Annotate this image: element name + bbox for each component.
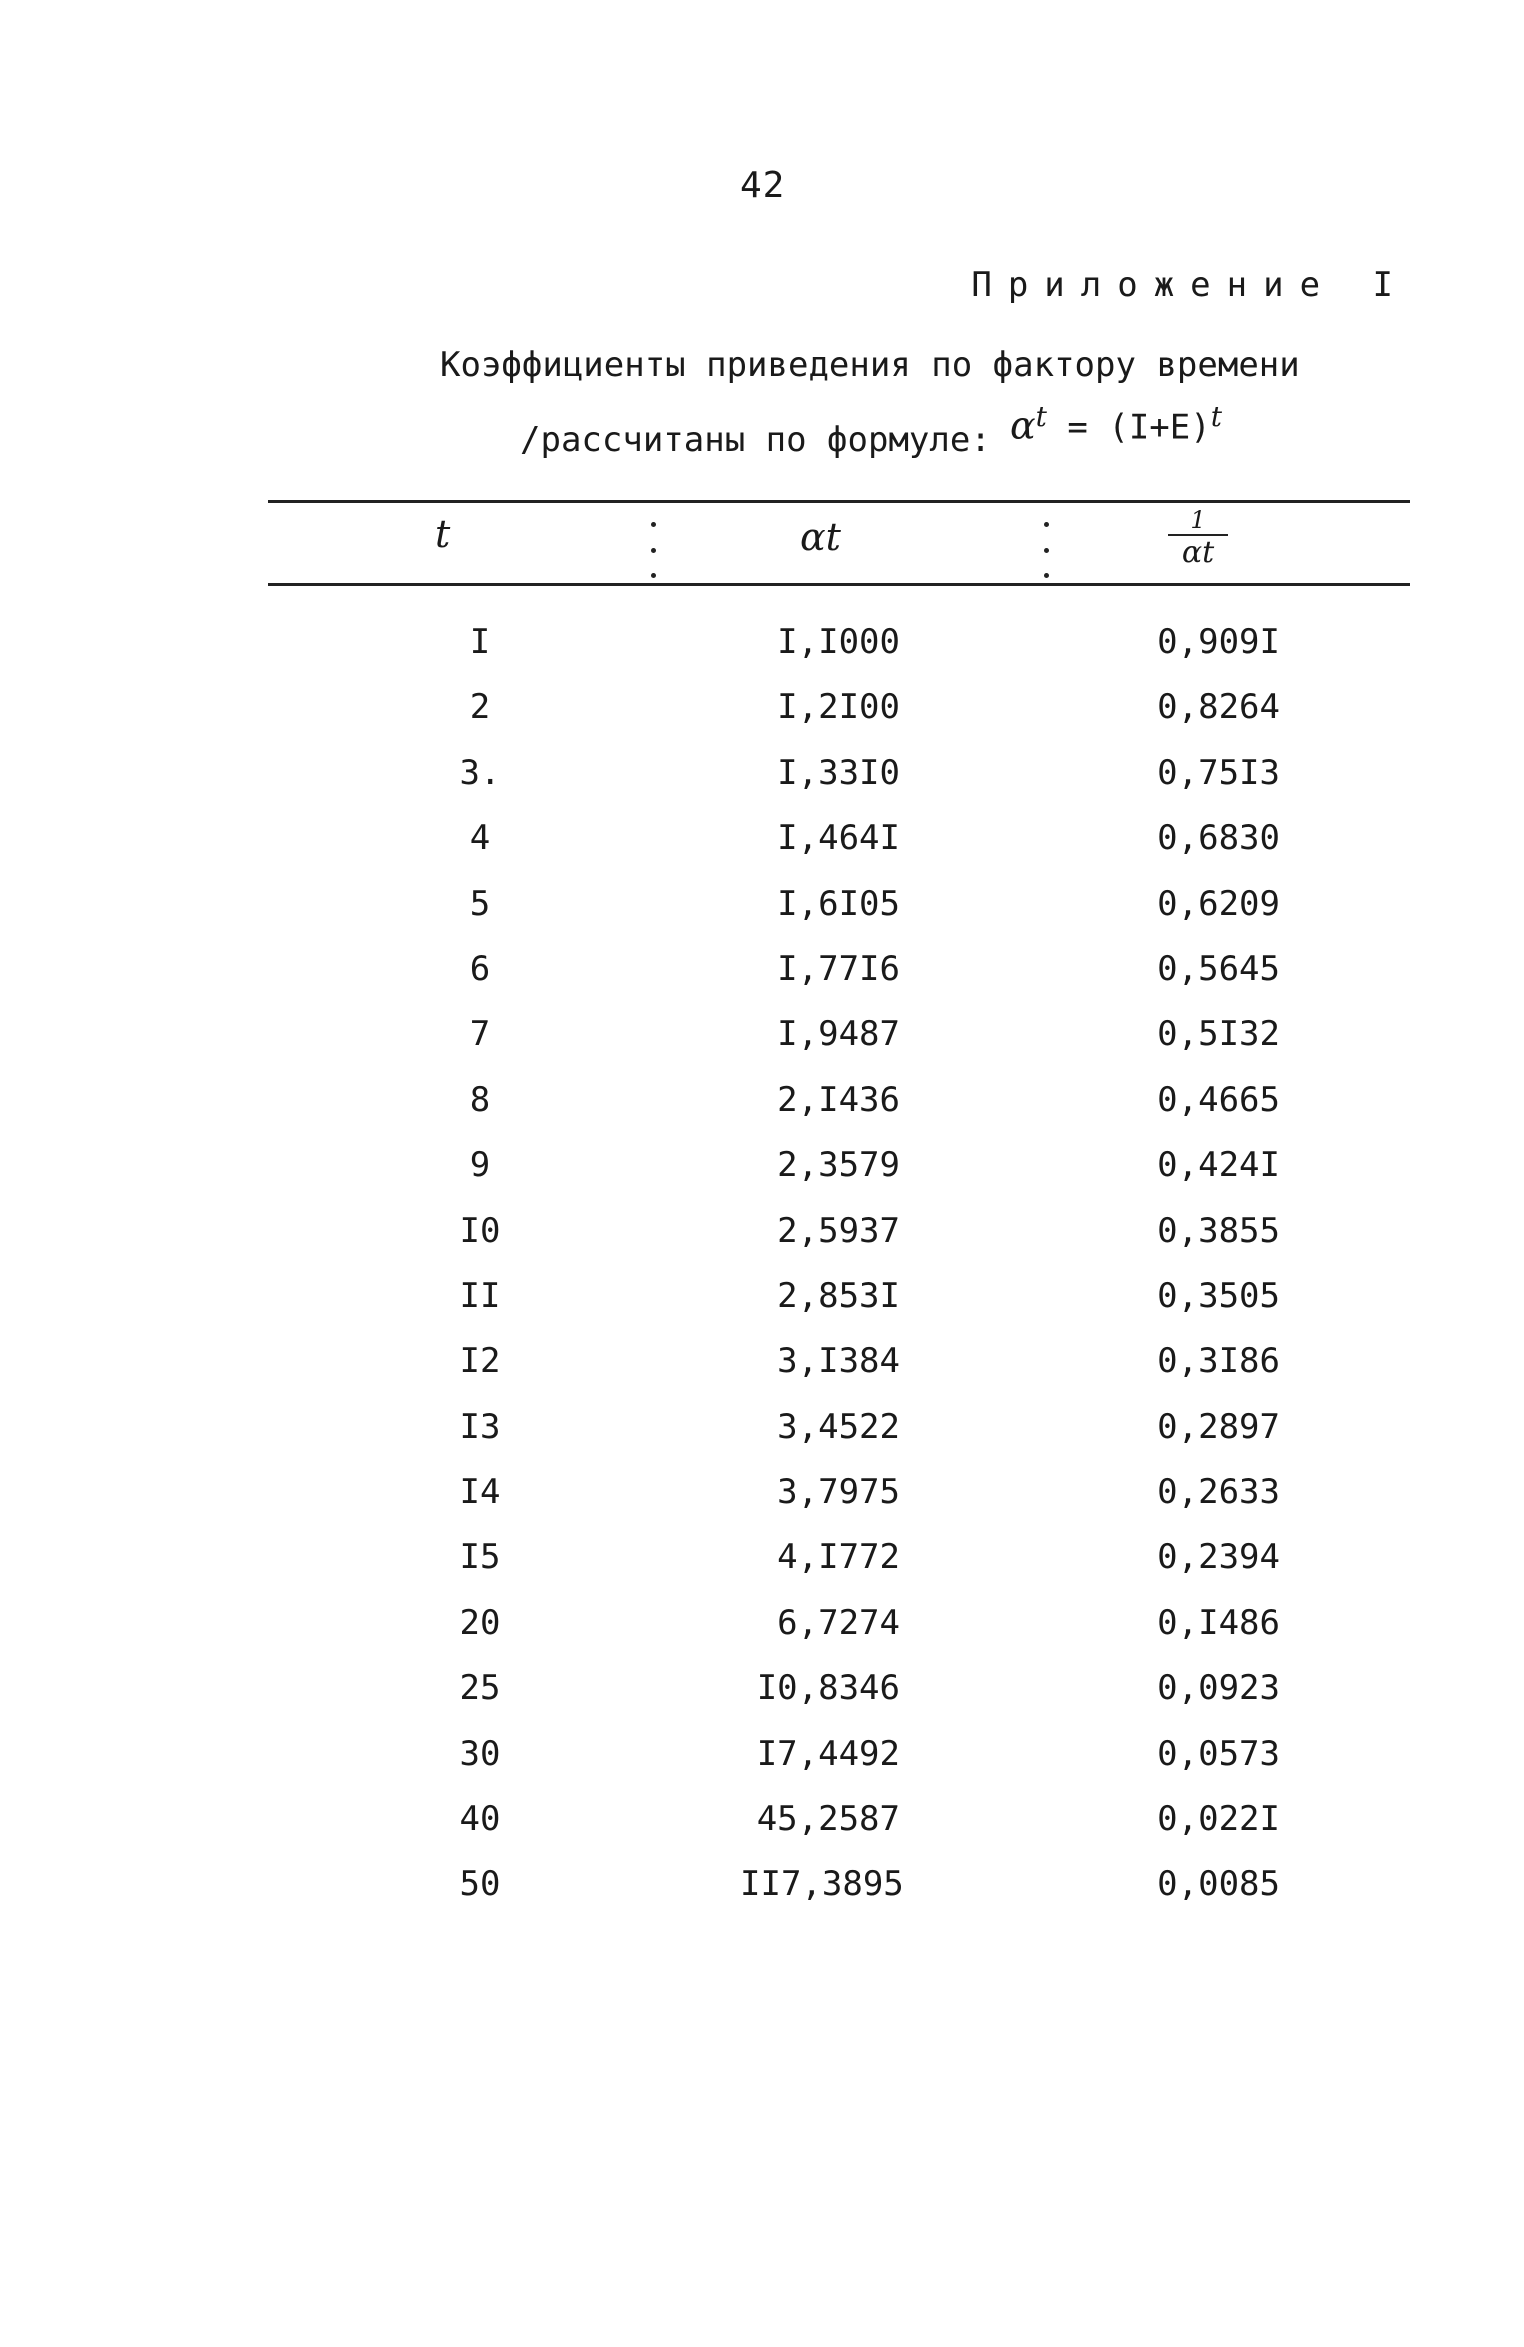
cell-reciprocal: 0,0923 xyxy=(1157,1668,1280,1709)
reciprocal-denominator: αt xyxy=(1181,535,1215,570)
cell-alpha: 3,I384 xyxy=(777,1341,900,1382)
cell-t: 30 xyxy=(459,1733,501,1774)
cell-reciprocal: 0,8264 xyxy=(1157,687,1280,728)
formula-rhs: = (I+E) xyxy=(1067,407,1211,448)
formula-alpha: α xyxy=(1010,403,1036,448)
table-row xyxy=(0,622,1524,687)
cell-t: I0 xyxy=(459,1210,501,1251)
cell-reciprocal: 0,2394 xyxy=(1157,1537,1280,1578)
table-top-rule xyxy=(268,500,1410,503)
table-body xyxy=(0,622,1524,1930)
cell-alpha: I,9487 xyxy=(777,1014,900,1055)
table-row xyxy=(0,1864,1524,1929)
table-row xyxy=(0,1603,1524,1668)
page-number: 42 xyxy=(740,165,786,206)
cell-reciprocal: 0,3505 xyxy=(1157,1275,1280,1316)
cell-alpha: 2,3579 xyxy=(777,1145,900,1186)
cell-reciprocal: 0,5645 xyxy=(1157,948,1280,989)
cell-alpha: I,33I0 xyxy=(777,752,900,793)
cell-t: I5 xyxy=(459,1537,501,1578)
table-row xyxy=(0,818,1524,883)
cell-reciprocal: 0,4665 xyxy=(1157,1079,1280,1120)
cell-alpha: I,77I6 xyxy=(777,948,900,989)
cell-alpha: I,464I xyxy=(777,818,900,859)
table-row xyxy=(0,1080,1524,1145)
column-separator xyxy=(1043,522,1049,578)
table-row xyxy=(0,1537,1524,1602)
cell-t: I2 xyxy=(459,1341,501,1382)
table-row xyxy=(0,1341,1524,1406)
cell-reciprocal: 0,2897 xyxy=(1157,1406,1280,1447)
cell-alpha: 45,2587 xyxy=(756,1799,900,1840)
cell-t: 4 xyxy=(469,818,491,859)
cell-t: 5 xyxy=(469,883,491,924)
cell-t: I3 xyxy=(459,1406,501,1447)
cell-reciprocal: 0,424I xyxy=(1157,1145,1280,1186)
formula-alpha-exponent: t xyxy=(1035,400,1047,433)
cell-reciprocal: 0,909I xyxy=(1157,622,1280,662)
table-row xyxy=(0,1668,1524,1733)
cell-alpha: 6,7274 xyxy=(777,1602,900,1643)
heading-line-2: /рассчитаны по формуле: xyxy=(520,420,991,460)
cell-t: 9 xyxy=(469,1145,491,1186)
cell-alpha: 2,5937 xyxy=(777,1210,900,1251)
cell-alpha: 4,I772 xyxy=(777,1537,900,1578)
cell-alpha: I,I000 xyxy=(777,622,900,662)
column-header-t: t xyxy=(435,512,451,556)
cell-alpha: I0,8346 xyxy=(756,1668,900,1709)
table-row xyxy=(0,1276,1524,1341)
table-row xyxy=(0,1145,1524,1210)
table-row xyxy=(0,949,1524,1014)
appendix-title: Приложение I xyxy=(971,265,1409,305)
cell-alpha: II7,3895 xyxy=(740,1864,904,1905)
formula xyxy=(1010,400,1222,460)
table-row xyxy=(0,1407,1524,1472)
cell-t: 2 xyxy=(469,687,491,728)
table-row xyxy=(0,884,1524,949)
cell-t: 6 xyxy=(469,948,491,989)
cell-t: 40 xyxy=(459,1799,501,1840)
cell-t: I xyxy=(469,622,491,662)
cell-alpha: 3,4522 xyxy=(777,1406,900,1447)
formula-rhs-exponent: t xyxy=(1210,400,1222,433)
cell-reciprocal: 0,3I86 xyxy=(1157,1341,1280,1382)
table-row xyxy=(0,753,1524,818)
cell-reciprocal: 0,6209 xyxy=(1157,883,1280,924)
table-row xyxy=(0,687,1524,752)
cell-reciprocal: 0,I486 xyxy=(1157,1602,1280,1643)
cell-alpha: 2,I436 xyxy=(777,1079,900,1120)
cell-reciprocal: 0,3855 xyxy=(1157,1210,1280,1251)
column-header-reciprocal xyxy=(1168,508,1228,568)
cell-t: 25 xyxy=(459,1668,501,1709)
table-row xyxy=(0,1472,1524,1537)
cell-reciprocal: 0,5I32 xyxy=(1157,1014,1280,1055)
cell-t: 8 xyxy=(469,1079,491,1120)
cell-t: 50 xyxy=(459,1864,501,1905)
cell-reciprocal: 0,2633 xyxy=(1157,1472,1280,1513)
cell-reciprocal: 0,75I3 xyxy=(1157,752,1280,793)
column-header-alpha: αt xyxy=(800,515,841,559)
cell-reciprocal: 0,022I xyxy=(1157,1799,1280,1840)
cell-t: I4 xyxy=(459,1472,501,1513)
cell-t: II xyxy=(459,1275,501,1316)
cell-t: 7 xyxy=(469,1014,491,1055)
heading-line-1: Коэффициенты приведения по фактору времени xyxy=(440,345,1300,385)
reciprocal-numerator: 1 xyxy=(1190,506,1206,534)
table-row xyxy=(0,1211,1524,1276)
cell-reciprocal: 0,0085 xyxy=(1157,1864,1280,1905)
cell-alpha: 3,7975 xyxy=(777,1472,900,1513)
cell-alpha: I,6I05 xyxy=(777,883,900,924)
table-header-rule xyxy=(268,583,1410,586)
cell-reciprocal: 0,0573 xyxy=(1157,1733,1280,1774)
cell-t: 20 xyxy=(459,1602,501,1643)
cell-reciprocal: 0,6830 xyxy=(1157,818,1280,859)
table-row xyxy=(0,1014,1524,1079)
table-row xyxy=(0,1734,1524,1799)
cell-t: 3. xyxy=(459,752,501,793)
cell-alpha: I7,4492 xyxy=(756,1733,900,1774)
column-separator xyxy=(650,522,656,578)
table-row xyxy=(0,1799,1524,1864)
cell-alpha: I,2I00 xyxy=(777,687,900,728)
cell-alpha: 2,853I xyxy=(777,1275,900,1316)
